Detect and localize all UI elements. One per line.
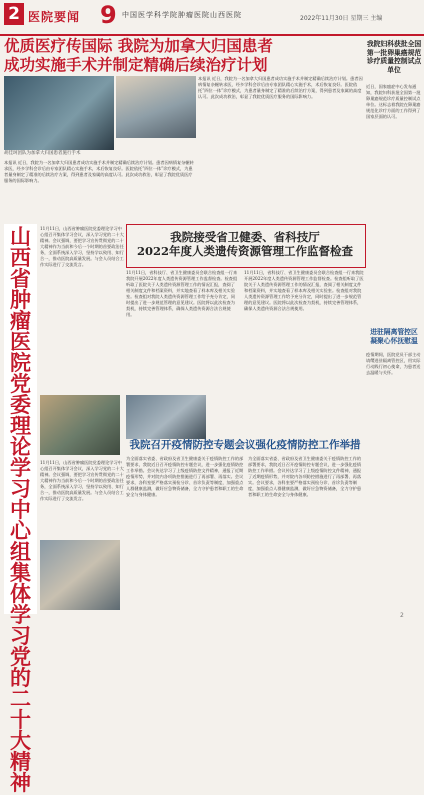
- logo-mark: 9: [100, 1, 117, 29]
- story2-headline-line1: 我院接受省卫健委、省科技厅: [170, 230, 320, 244]
- study-session-photo: [40, 540, 120, 610]
- lead-body: 本报讯 近日，我院为一名加拿大归国患者成功实施手术并制定精确后续治疗计划。患者因病情复杂辗转求医，经多学科会诊后由专家团队精心实施手术，术后恢复良好。医院依托“四位一体”诊疗模式，为患者量身制定了精准的后续治疗方案，得到患者及家属的高度认可。此次成功救治，彰显了我院优质医疗服务的国际影响力。: [198, 76, 363, 99]
- story3-body: 为全面落实省委、省政府及省卫生健康委关于疫情防控工作的部署要求，我院近日召开疫情防控专题会议，进一步强化疫情防控工作举措。会议传达学习了上级疫情防控文件精神，通报了近期疫情形势，并对院内各项防控措施进行了再部署、再落实。会议要求，各科室要严格落实预检分诊、首诊负责等制度，加强重点人群健康监测，做好应急物资储备，全力守护患者和职工的生命安全与身体健康。: [126, 456, 244, 497]
- patient-photo: [116, 76, 196, 138]
- lead-headline: [4, 36, 366, 74]
- logo-text: 中国医学科学院肿瘤医院山西医院: [122, 11, 242, 19]
- surgery-photo: [4, 76, 114, 150]
- story3-body-cont: 为全面落实省委、省政府及省卫生健康委关于疫情防控工作的部署要求，我院近日召开疫情防控专题会议，进一步强化疫情防控工作举措。会议传达学习了上级疫情防控文件精神，通报了近期疫情形势，并对院内各项防控措施进行了再部署、再落实。会议要求，各科室要严格落实预检分诊、首诊负责等制度，加强重点人群健康监测，做好应急物资储备，全力守护患者和职工的生命安全与身体健康。: [248, 456, 362, 497]
- issue-date: 2022年11月30日 星期三 主编: [300, 15, 383, 22]
- story2-body-cont: 11月11日，省科技厅、省卫生健康委员会联合检查组一行来我院开展2022年度人类遗传资源管理工作监督检查。检查组听取了医院关于人类遗传资源管理工作的情况汇报，查阅了相关制度文件和档案资料，并实地查看了样本库及相关实验室。检查组对我院人类遗传资源管理工作给予充分肯定，同时提出了进一步规范管理的意见建议。医院将以此次检查为契机，持续完善管理体系，确保人类遗传资源合法合规使用。: [244, 270, 364, 311]
- vertical-story-body: 11月11日，山西省肿瘤医院党委理论学习中心组召开集体学习会议，深入学习党的二十大精神。会议强调，要把学习宣传贯彻党的二十大精神作为当前和今后一个时期的首要政治任务，全面系统深入学习，坚持学以致用、知行合一，推动医院高质量发展。与会人员结合工作实际进行了交流发言。: [40, 226, 124, 267]
- story2-body: 11月11日，省科技厅、省卫生健康委员会联合检查组一行来我院开展2022年度人类遗传资源管理工作监督检查。检查组听取了医院关于人类遗传资源管理工作的情况汇报，查阅了相关制度文件和档案资料，并实地查看了样本库及相关实验室。检查组对我院人类遗传资源管理工作给予充分肯定，同时提出了进一步规范管理的意见建议。医院将以此次检查为契机，持续完善管理体系，确保人类遗传资源合法合规使用。: [126, 270, 238, 317]
- photo-caption: 胡佳珂团队为加拿大归国患者施行手术: [4, 151, 81, 156]
- meeting-photo: [40, 395, 120, 455]
- vertical-story-body-cont: 11月11日，山西省肿瘤医院党委理论学习中心组召开集体学习会议，深入学习党的二十大精神。会议强调，要把学习宣传贯彻党的二十大精神作为当前和今后一个时期的首要政治任务，全面系统深入学习，坚持学以致用、知行合一，推动医院高质量发展。与会人员结合工作实际进行了交流发言。: [40, 460, 124, 501]
- sidebar-body-2: 疫情期间，医院党员干部主动请缨进驻隔离管控区，用实际行动践行初心使命，为患者送去温暖与关怀。: [366, 352, 421, 375]
- lead-headline-line1: 优质医疗传国际 我院为加拿大归国患者: [4, 36, 273, 55]
- lead-body-cont: 本报讯 近日，我院为一名加拿大归国患者成功实施手术并制定精确后续治疗计划。患者因病情复杂辗转求医，经多学科会诊后由专家团队精心实施手术，术后恢复良好。医院依托“四位一体”诊疗模式，为患者量身制定了精准的后续治疗方案，得到患者及家属的高度认可。此次成功救治，彰显了我院优质医疗服务的国际影响力。: [4, 160, 194, 183]
- story2-headline-line2: 2022年度人类遗传资源管理工作监督检查: [136, 244, 353, 258]
- page-number: 2: [4, 3, 24, 25]
- vertical-headline: 山西省肿瘤医院党委理论学习中心组集体学习党的二十大精神: [10, 224, 31, 795]
- story2-headline: [126, 230, 364, 258]
- page-footer-number: 2: [400, 612, 404, 619]
- section-title: 医院要闻: [28, 10, 81, 24]
- lead-headline-line2: 成功实施手术并制定精确后续治疗计划: [4, 55, 268, 74]
- masthead: [0, 0, 424, 36]
- newspaper-logo: [100, 2, 300, 28]
- sidebar-headline-1: 我院妇科获批全国第一批卵巢癌规范诊疗质量控制试点单位: [366, 40, 422, 74]
- sidebar: [366, 36, 422, 616]
- story3-headline: 我院召开疫情防控专题会议强化疫情防控工作举措: [129, 439, 361, 451]
- sidebar-body-1: 近日，国家癌症中心发布通知，我院妇科获批全国第一批卵巢癌规范诊疗质量控制试点单位。这标志着我院在卵巢癌规范化诊疗方面的工作得到了国家层面的认可。: [366, 84, 421, 119]
- sidebar-headline-2: 进驻隔离管控区 凝聚心怀抚慰温: [370, 328, 418, 345]
- epidemic-meeting-photo: [126, 395, 206, 439]
